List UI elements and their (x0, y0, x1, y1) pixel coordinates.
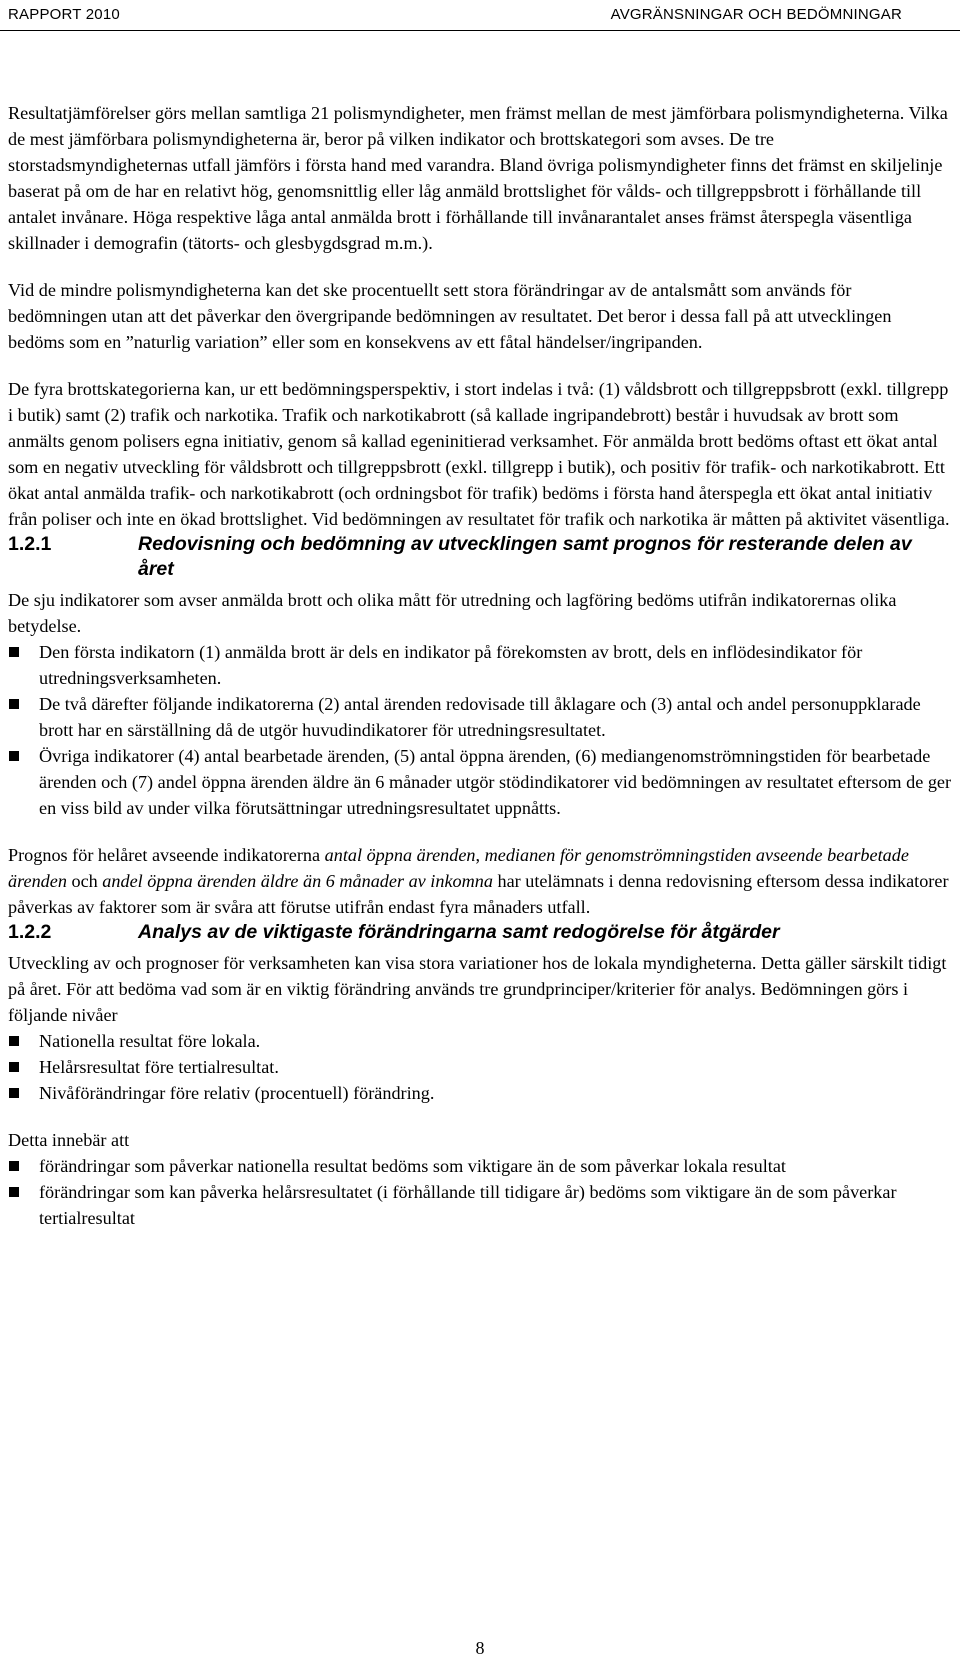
list-item: förändringar som påverkar nationella resultat bedöms som viktigare än de som påverkar lokala resultat (8, 1153, 952, 1179)
page-number: 8 (475, 1638, 485, 1658)
list-item: Övriga indikatorer (4) antal bearbetade ärenden, (5) antal öppna ärenden, (6) mediangenomströmningstiden för bearbetade ärenden och (7) andel öppna ärenden äldre än 6 månader utgör stödindikatorer vid bedömningen av resultatet eftersom de ger en viss bild av under vilka förutsättningar utredningsresultatet uppnåtts. (8, 743, 952, 821)
indicator-list (8, 639, 952, 821)
section-intro: Utveckling av och prognoser för verksamheten kan visa stora variationer hos de lokala myndigheterna. Detta gäller särskilt tidigt på året. För att bedöma vad som är en viktig förändring används tre grundprinciper/kriterier för analys. Bedömningen görs i följande nivåer (8, 953, 947, 1025)
list-item: Nivåförändringar före relativ (procentuell) förändring. (8, 1080, 952, 1106)
paragraph-prognosis: Prognos för helåret avseende indikatorerna antal öppna ärenden, medianen för genomströmningstiden avseende bearbetade ärenden och andel öppna ärenden äldre än 6 månader av inkomna har utelämnats i denna redovisning eftersom dessa indikatorer påverkas av faktorer som är svåra att förutse utifrån endast fyra månaders utfall. (8, 845, 949, 917)
meaning-list (8, 1153, 952, 1231)
list-item: förändringar som kan påverka helårsresultatet (i förhållande till tidigare år) bedöms som viktigare än de som påverkar tertialresultat (8, 1179, 952, 1231)
report-title: RAPPORT 2010 (8, 6, 120, 23)
paragraph-small-districts: Vid de mindre polismyndigheterna kan det ske procentuellt sett stora förändringar av de antalsmått som används för bedömningen utan att det påverkar den övergripande bedömningen av resultatet. Det beror i dessa fall på att utvecklingen bedöms som en ”naturlig variation” eller som en konsekvens av ett fåtal händelser/ingripanden. (8, 280, 892, 352)
chapter-title: AVGRÄNSNINGAR OCH BEDÖMNINGAR (610, 6, 902, 23)
section-heading-1-2-1 (8, 532, 952, 582)
section-number: 1.2.1 (8, 533, 52, 555)
levels-list (8, 1028, 952, 1106)
list-item: Nationella resultat före lokala. (8, 1028, 952, 1054)
header-divider (0, 30, 960, 31)
paragraph-comparisons: Resultatjämförelser görs mellan samtliga 21 polismyndigheter, men främst mellan de mest jämförbara polismyndigheterna. Vilka de mest jämförbara polismyndigheterna är, beror på vilken indikator och brottskategori som avses. De tre storstadsmyndigheternas utfall jämförs i första hand med varandra. Bland övriga polismyndigheter finns det främst en skiljelinje baserat på om de har en relativt hög, genomsnittlig eller låg anmäld brottslighet för vålds- och tillgreppsbrott i förhållande till antalet invånare. Höga respektive låga antal anmälda brott i förhållande till invånarantalet anses främst återspegla väsentliga skillnader i demografin (tätorts- och glesbygdsgrad m.m.). (8, 103, 948, 253)
section-heading-1-2-2 (8, 920, 952, 945)
list-item: Den första indikatorn (1) anmälda brott är dels en indikator på förekomsten av brott, dels en inflödesindikator för utredningsverksamheten. (8, 639, 952, 691)
section-title: Redovisning och bedömning av utvecklingen samt prognos för resterande delen av året (138, 533, 912, 580)
paragraph-crime-categories: De fyra brottskategorierna kan, ur ett bedömningsperspektiv, i stort indelas i två: (1) våldsbrott och tillgreppsbrott (exkl. tillgrepp i butik) samt (2) trafik och narkotika. Trafik och narkotikabrott (så kallade ingripandebrott) består i huvudsak av brott som anmälts genom polisers egna initiativ, genom så kallad egeninitierad verksamhet. För anmälda brott bedöms oftast ett ökat antal som en negativ utveckling för våldsbrott och tillgreppsbrott (exkl. tillgrepp i butik), och positiv för trafik- och narkotikabrott. Ett ökat antal anmälda trafik- och narkotikabrott (och ordningsbot för trafik) bedöms i första hand återspegla ett ökat antal initiativ från poliser och inte en ökad brottslighet. Vid bedömningen av resultatet för trafik och narkotika är måtten på aktivitet väsentliga. (8, 379, 950, 529)
section-number: 1.2.2 (8, 921, 52, 943)
page-header (0, 0, 960, 30)
section-title: Analys av de viktigaste förändringarna samt redogörelse för åtgärder (138, 921, 780, 943)
meaning-intro: Detta innebär att (8, 1130, 130, 1150)
document-body (8, 100, 952, 1231)
section-intro: De sju indikatorer som avser anmälda brott och olika mått för utredning och lagföring bedöms utifrån indikatorernas olika betydelse. (8, 590, 897, 636)
list-item: De två därefter följande indikatorerna (2) antal ärenden redovisade till åklagare och (3) antal och andel personuppklarade brott har en särställning då de utgör huvudindikatorer för utredningsresultatet. (8, 691, 952, 743)
list-item: Helårsresultat före tertialresultat. (8, 1054, 952, 1080)
